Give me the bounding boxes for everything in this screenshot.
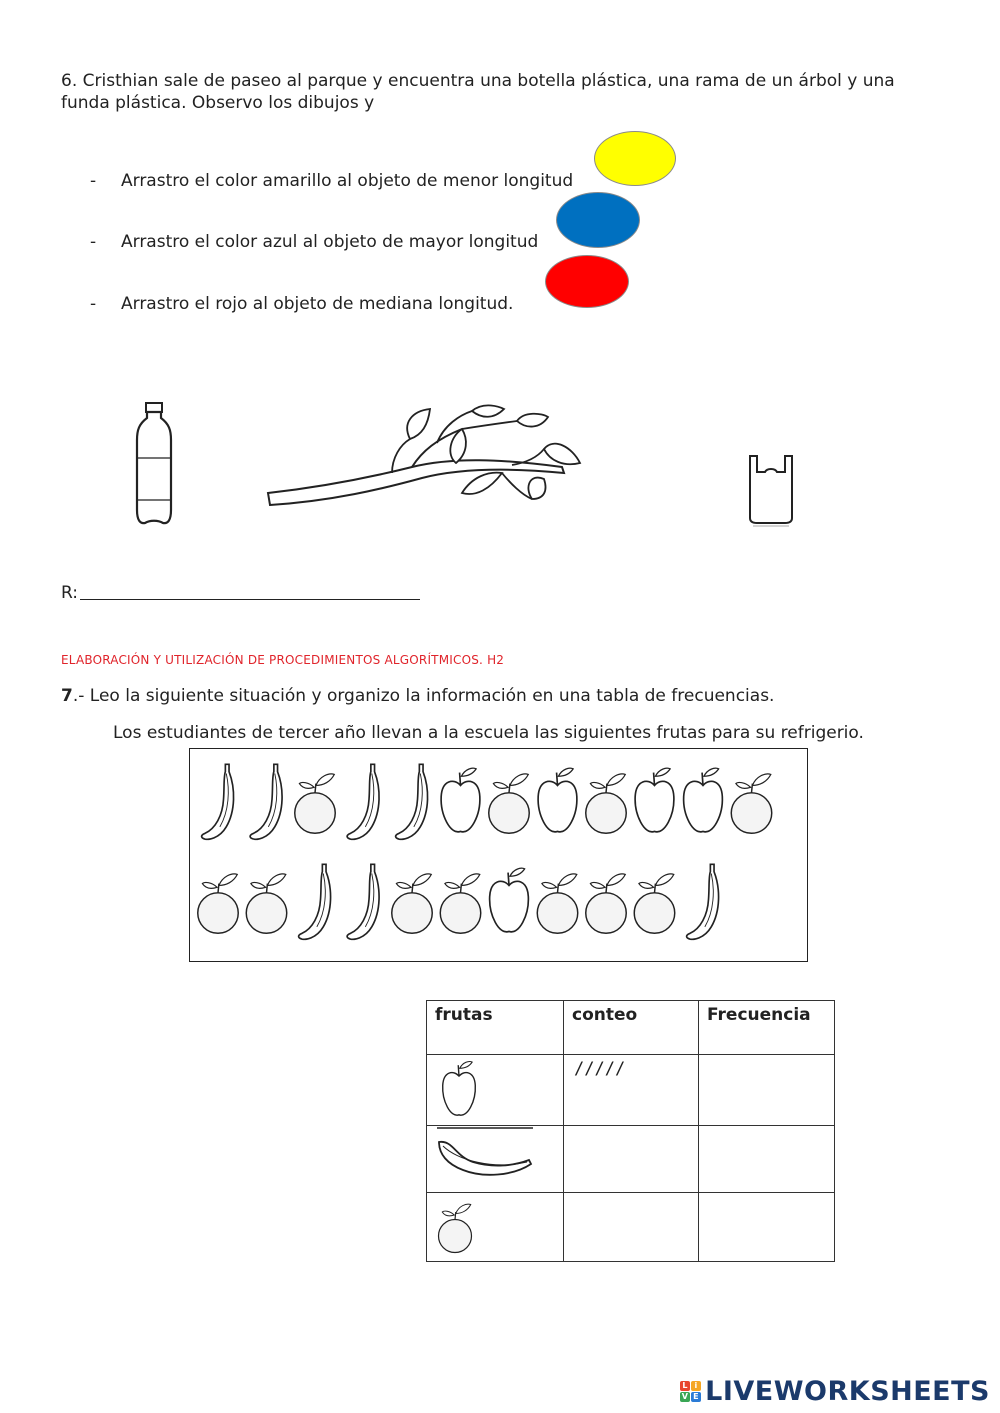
banana-icon [347,864,379,939]
branch-icon[interactable] [262,403,587,518]
question-7-number: 7 [61,686,73,706]
bullet-dash: - [90,294,97,314]
question-7-intro: Los estudiantes de tercer año llevan a la escuela las siguientes frutas para su refrigerio. [113,723,864,743]
orange-icon [489,774,529,833]
logo-grid-icon: L i V E [680,1381,701,1402]
brand-name: LIVEWORKSHEETS [705,1376,990,1407]
row-banana-fruit [427,1126,564,1193]
section-tag: ELABORACIÓN Y UTILIZACIÓN DE PROCEDIMIENTOS ALGORÍTMICOS. H2 [61,653,505,667]
instruction-red: Arrastro el rojo al objeto de mediana longitud. [121,294,514,314]
plastic-bag-icon[interactable] [745,448,797,528]
banana-icon [347,764,379,839]
orange-icon [440,874,480,933]
header-frutas: frutas [427,1001,564,1055]
banana-icon [433,1126,533,1188]
apple-icon [684,768,723,832]
question-7-text [61,686,774,706]
banana-icon [299,864,331,939]
row-apple-fruit [427,1055,564,1126]
question-6-text: 6. Cristhian sale de paseo al parque y encuentra una botella plástica, una rama de un árbol y una funda plástica. Observo los dibujos y [61,71,895,113]
header-conteo: conteo [564,1001,699,1055]
bottle-icon[interactable] [130,400,178,528]
answer-label: R: [61,583,79,603]
bullet-dash: - [90,171,97,191]
row-orange-fruit [427,1193,564,1262]
row-banana-conteo[interactable] [564,1126,699,1193]
banana-icon [202,764,234,839]
instruction-blue: Arrastro el color azul al objeto de mayor longitud [121,232,539,252]
row-orange-frecuencia[interactable] [699,1193,835,1262]
row-orange-conteo[interactable] [564,1193,699,1262]
orange-icon [586,874,626,933]
orange-icon [586,774,626,833]
row-apple-conteo[interactable]: ///// [564,1055,699,1126]
orange-icon [295,774,335,833]
fruit-collection-box [189,748,808,962]
orange-icon [435,1197,475,1257]
fruit-collection [190,749,806,960]
blue-color-token[interactable] [556,192,640,248]
bullet-dash: - [90,232,97,252]
apple-icon [635,768,674,832]
banana-icon [250,764,282,839]
yellow-color-token[interactable] [594,131,676,186]
frequency-table [426,1000,835,1262]
apple-icon [490,868,529,932]
apple-icon [441,768,480,832]
header-frecuencia: Frecuencia [699,1001,835,1055]
liveworksheets-logo [680,1376,990,1407]
row-apple-frecuencia[interactable] [699,1055,835,1126]
orange-icon [537,874,577,933]
answer-line[interactable] [80,599,420,600]
banana-icon [396,764,428,839]
orange-icon [634,874,674,933]
apple-icon [437,1059,481,1121]
instruction-yellow: Arrastro el color amarillo al objeto de menor longitud [121,171,574,191]
apple-icon [538,768,577,832]
red-color-token[interactable] [545,255,629,308]
orange-icon [198,874,238,933]
question-7-body: .- Leo la siguiente situación y organizo la información en una tabla de frecuencias. [72,686,775,706]
orange-icon [392,874,432,933]
orange-icon [731,774,771,833]
row-banana-frecuencia[interactable] [699,1126,835,1193]
orange-icon [246,874,286,933]
banana-icon [687,864,719,939]
